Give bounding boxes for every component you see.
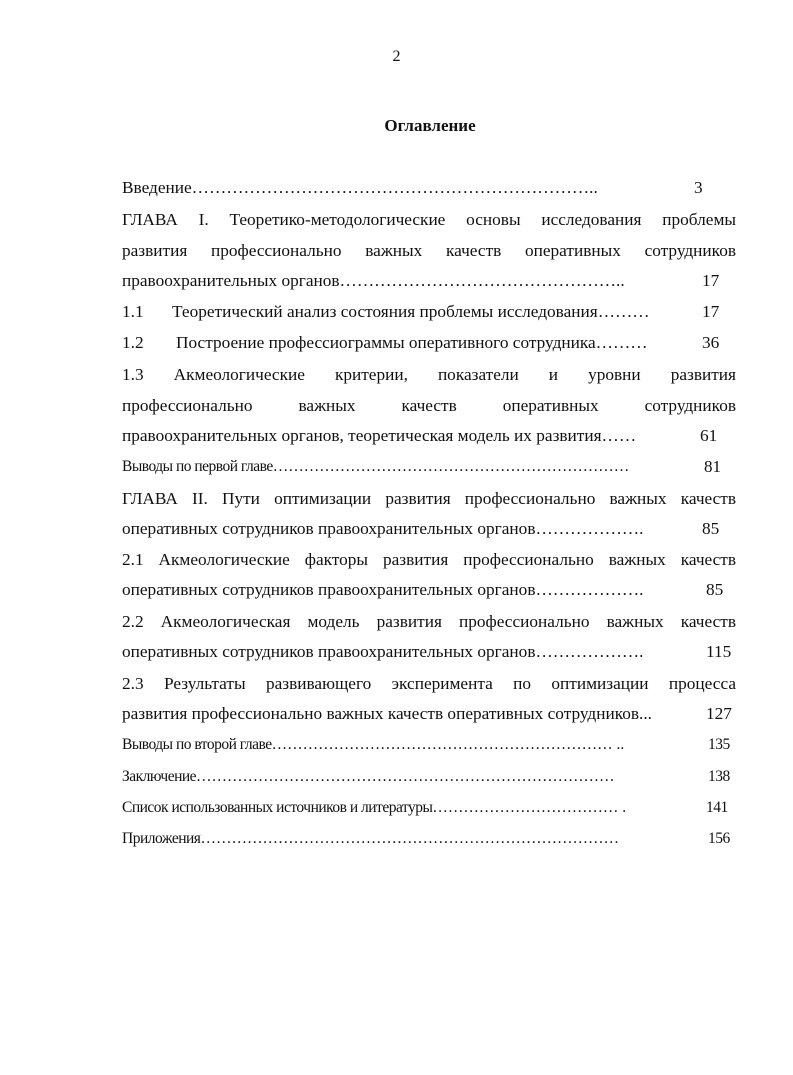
toc-entry-conclusions-1[interactable] bbox=[122, 456, 736, 478]
toc-label: Выводы по первой главе bbox=[122, 458, 273, 475]
toc-label: оперативных сотрудников правоохранительных органов………………. bbox=[122, 642, 644, 661]
toc-label: Приложения bbox=[122, 830, 201, 847]
toc-section-2-2-line2[interactable] bbox=[122, 641, 736, 663]
toc-dots: ……………………………… . bbox=[432, 799, 627, 816]
toc-label: правоохранительных органов bbox=[122, 271, 340, 290]
toc-page: 81 bbox=[704, 457, 721, 476]
toc-dots: ……………………………………………………………………… bbox=[200, 830, 619, 847]
toc-dots: …………………………………………………………… bbox=[272, 458, 630, 475]
toc-page: 138 bbox=[708, 768, 730, 785]
toc-chapter1-line3[interactable] bbox=[122, 270, 736, 292]
toc-title: Оглавление bbox=[384, 116, 476, 135]
toc-section-2-3-line1[interactable]: 2.3 Результаты развивающего эксперимента по оптимизации процесса bbox=[122, 674, 736, 693]
toc-page: 3 bbox=[694, 178, 703, 197]
toc-label: Список использованных источников и литературы bbox=[122, 799, 433, 816]
toc-dots: …………………………………………………………….. bbox=[191, 178, 598, 197]
toc-page: 85 bbox=[702, 519, 720, 538]
toc-label: Построение профессиограммы оперативного сотрудника……… bbox=[176, 333, 648, 352]
toc-label: Введение bbox=[122, 178, 192, 197]
toc-page: 36 bbox=[702, 333, 720, 352]
toc-entry-appendices[interactable] bbox=[122, 828, 736, 850]
toc-num: 1.2 bbox=[122, 333, 144, 352]
toc-section-2-3-line2[interactable] bbox=[122, 703, 736, 725]
toc-chapter1-line1[interactable]: ГЛАВА I. Теоретико-методологические основы исследования проблемы bbox=[122, 210, 736, 229]
toc-section-1-3-line3[interactable] bbox=[122, 425, 736, 447]
toc-page: 85 bbox=[706, 580, 724, 599]
toc-page: 127 bbox=[706, 704, 732, 723]
toc-page: 17 bbox=[702, 302, 720, 321]
toc-page: 61 bbox=[700, 426, 718, 445]
toc-entry-conclusions-2[interactable] bbox=[122, 734, 736, 756]
toc-num: 1.1 bbox=[122, 302, 144, 321]
toc-entry-references[interactable] bbox=[122, 797, 736, 819]
toc-section-1-2[interactable] bbox=[122, 332, 736, 354]
toc-section-2-1-line1[interactable]: 2.1 Акмеологические факторы развития профессионально важных качеств bbox=[122, 550, 736, 569]
toc-entry-intro[interactable] bbox=[122, 177, 736, 199]
toc-chapter1-line2[interactable]: развития профессионально важных качеств оперативных сотрудников bbox=[122, 241, 736, 260]
toc-section-1-3-line1[interactable]: 1.3 Акмеологические критерии, показатели и уровни развития bbox=[122, 365, 736, 384]
toc-label: Теоретический анализ состояния проблемы исследования……… bbox=[172, 302, 650, 321]
toc-chapter2-line2[interactable] bbox=[122, 518, 736, 540]
toc-section-2-2-line1[interactable]: 2.2 Акмеологическая модель развития профессионально важных качеств bbox=[122, 612, 736, 631]
toc-page: 141 bbox=[706, 799, 728, 816]
toc-label: правоохранительных органов, теоретическая модель их развития…… bbox=[122, 426, 637, 445]
toc-section-1-3-line2[interactable]: профессионально важных качеств оперативных сотрудников bbox=[122, 396, 736, 415]
toc-dots: ……………………………………………………………………… bbox=[196, 768, 615, 785]
toc-page: 156 bbox=[708, 830, 730, 847]
toc-entry-conclusion[interactable] bbox=[122, 766, 736, 788]
toc-page: 17 bbox=[702, 271, 720, 290]
toc-page: 115 bbox=[706, 642, 732, 661]
toc-section-1-1[interactable] bbox=[122, 301, 736, 323]
toc-dots: ………………………………………………………… .. bbox=[271, 736, 625, 753]
toc-label: оперативных сотрудников правоохранительных органов………………. bbox=[122, 519, 644, 538]
toc-label: оперативных сотрудников правоохранительных органов………………. bbox=[122, 580, 644, 599]
toc-label: Заключение bbox=[122, 768, 197, 785]
toc-chapter2-line1[interactable]: ГЛАВА II. Пути оптимизации развития профессионально важных качеств bbox=[122, 489, 736, 508]
toc-label: развития профессионально важных качеств оперативных сотрудников... bbox=[122, 704, 653, 723]
toc-label: Выводы по второй главе bbox=[122, 736, 272, 753]
toc-page: 135 bbox=[708, 736, 730, 753]
page-number: 2 bbox=[392, 48, 401, 65]
toc-section-2-1-line2[interactable] bbox=[122, 579, 736, 601]
toc-dots: ………………………………………….. bbox=[339, 271, 625, 290]
